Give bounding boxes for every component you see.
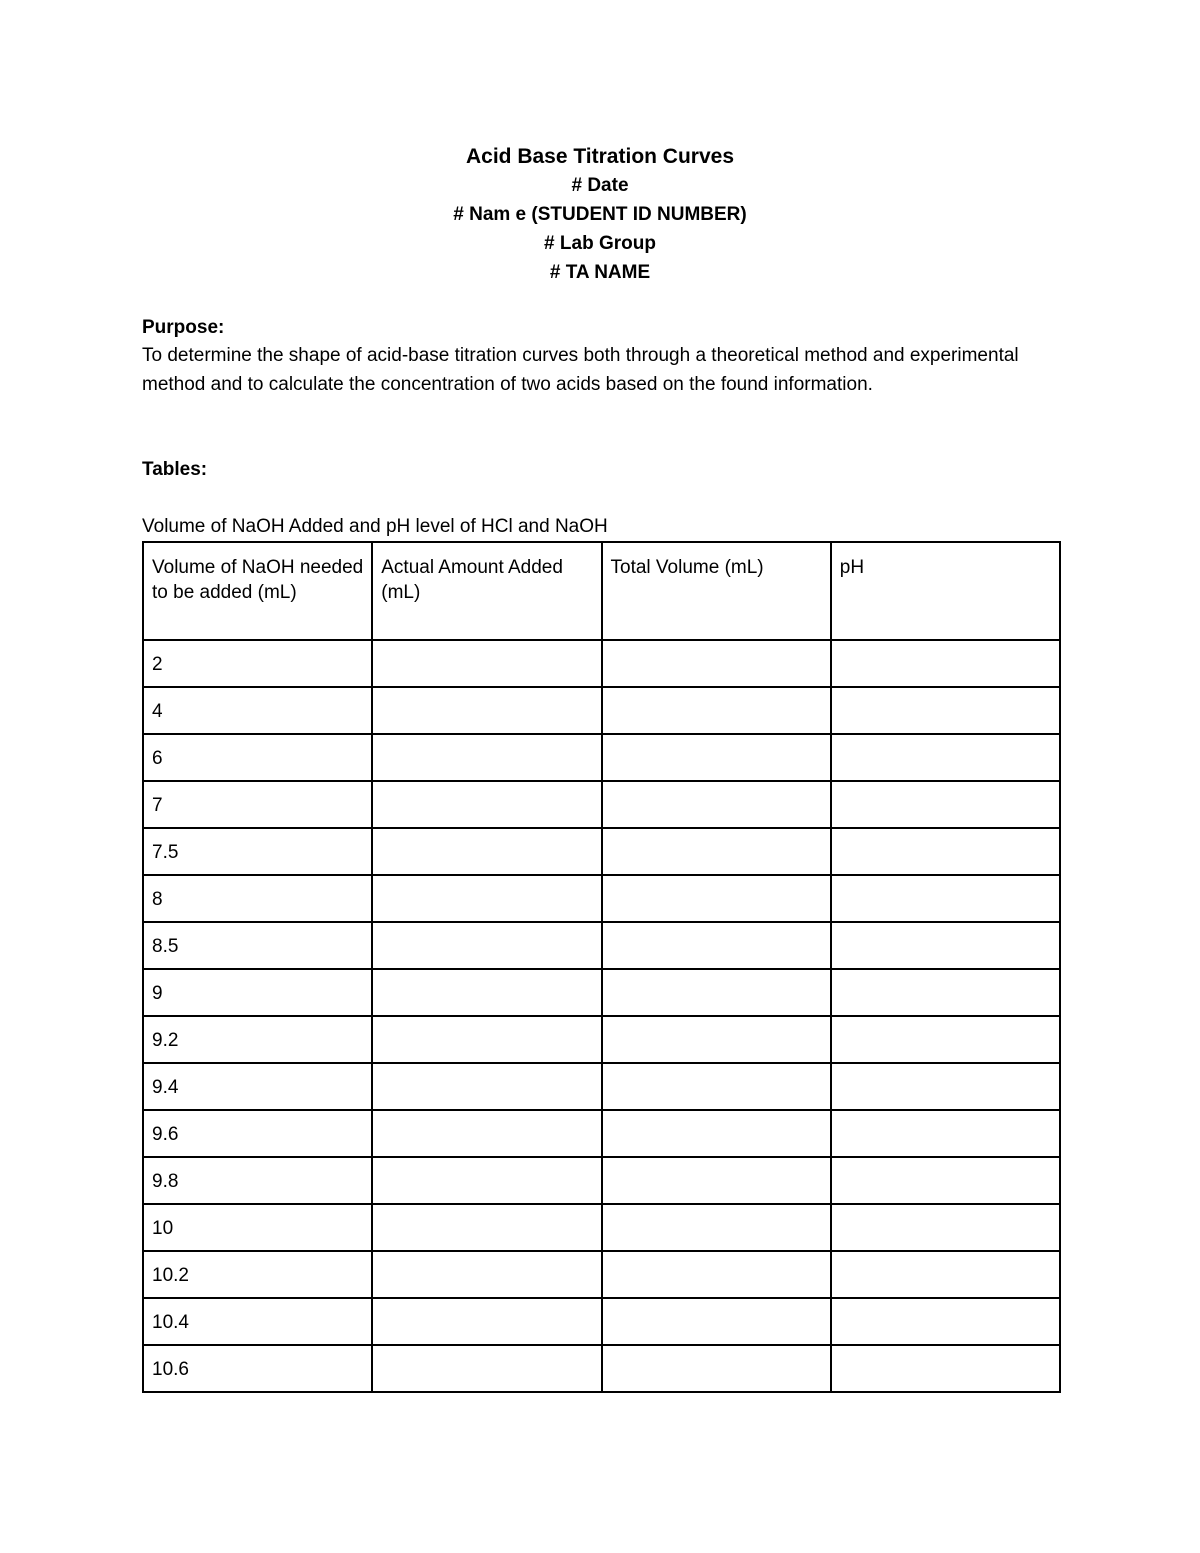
column-header-total-volume: Total Volume (mL)	[602, 542, 831, 640]
total-volume-cell[interactable]	[602, 828, 831, 875]
volume-needed-cell: 8	[143, 875, 372, 922]
ph-cell[interactable]	[831, 1251, 1060, 1298]
volume-needed-cell: 6	[143, 734, 372, 781]
table-row	[143, 969, 1060, 1016]
column-header-actual-amount: Actual Amount Added (mL)	[372, 542, 601, 640]
column-header-ph: pH	[831, 542, 1060, 640]
table-row	[143, 875, 1060, 922]
actual-amount-cell[interactable]	[372, 1204, 601, 1251]
actual-amount-cell[interactable]	[372, 875, 601, 922]
ph-cell[interactable]	[831, 1204, 1060, 1251]
volume-needed-cell: 7.5	[143, 828, 372, 875]
table-row	[143, 1298, 1060, 1345]
total-volume-cell[interactable]	[602, 1298, 831, 1345]
table-body	[143, 640, 1060, 1392]
column-header-volume-needed: Volume of NaOH needed to be added (mL)	[143, 542, 372, 640]
table-row	[143, 1110, 1060, 1157]
table-row	[143, 828, 1060, 875]
table-row	[143, 1063, 1060, 1110]
ta-name-line: # TA NAME	[549, 262, 651, 283]
ph-cell[interactable]	[831, 828, 1060, 875]
purpose-heading: Purpose:	[142, 317, 225, 338]
total-volume-cell[interactable]	[602, 640, 831, 687]
actual-amount-cell[interactable]	[372, 969, 601, 1016]
table-row	[143, 1204, 1060, 1251]
actual-amount-cell[interactable]	[372, 922, 601, 969]
document-header	[0, 142, 1200, 287]
actual-amount-cell[interactable]	[372, 734, 601, 781]
ph-cell[interactable]	[831, 1345, 1060, 1392]
total-volume-cell[interactable]	[602, 687, 831, 734]
total-volume-cell[interactable]	[602, 1110, 831, 1157]
ph-cell[interactable]	[831, 1016, 1060, 1063]
purpose-text: To determine the shape of acid-base titration curves both through a theoretical method and experimental method and to calculate the concentration of two acids based on the found information.	[142, 345, 1019, 395]
volume-needed-cell: 7	[143, 781, 372, 828]
lab-group-line: # Lab Group	[544, 233, 656, 254]
ph-cell[interactable]	[831, 640, 1060, 687]
table-caption: Volume of NaOH Added and pH level of HCl and NaOH	[142, 516, 608, 537]
tables-heading: Tables:	[142, 459, 208, 480]
ph-cell[interactable]	[831, 875, 1060, 922]
document-title: Acid Base Titration Curves	[465, 145, 735, 168]
total-volume-cell[interactable]	[602, 1204, 831, 1251]
total-volume-cell[interactable]	[602, 734, 831, 781]
date-line: # Date	[571, 175, 629, 196]
actual-amount-cell[interactable]	[372, 1063, 601, 1110]
total-volume-cell[interactable]	[602, 875, 831, 922]
ph-cell[interactable]	[831, 1157, 1060, 1204]
volume-needed-cell: 9.6	[143, 1110, 372, 1157]
ph-cell[interactable]	[831, 1298, 1060, 1345]
table-row	[143, 640, 1060, 687]
total-volume-cell[interactable]	[602, 781, 831, 828]
ph-cell[interactable]	[831, 969, 1060, 1016]
table-row	[143, 1251, 1060, 1298]
total-volume-cell[interactable]	[602, 922, 831, 969]
total-volume-cell[interactable]	[602, 1063, 831, 1110]
total-volume-cell[interactable]	[602, 1345, 831, 1392]
actual-amount-cell[interactable]	[372, 1110, 601, 1157]
volume-needed-cell: 10.4	[143, 1298, 372, 1345]
volume-needed-cell: 2	[143, 640, 372, 687]
volume-needed-cell: 10.6	[143, 1345, 372, 1392]
actual-amount-cell[interactable]	[372, 781, 601, 828]
actual-amount-cell[interactable]	[372, 828, 601, 875]
volume-needed-cell: 9	[143, 969, 372, 1016]
table-row	[143, 1345, 1060, 1392]
volume-needed-cell: 10	[143, 1204, 372, 1251]
actual-amount-cell[interactable]	[372, 640, 601, 687]
table-row	[143, 1157, 1060, 1204]
table-header	[143, 542, 1060, 640]
ph-cell[interactable]	[831, 922, 1060, 969]
table-row	[143, 687, 1060, 734]
table-row	[143, 781, 1060, 828]
ph-cell[interactable]	[831, 1110, 1060, 1157]
volume-needed-cell: 8.5	[143, 922, 372, 969]
volume-needed-cell: 10.2	[143, 1251, 372, 1298]
volume-needed-cell: 9.8	[143, 1157, 372, 1204]
ph-cell[interactable]	[831, 687, 1060, 734]
table-row	[143, 734, 1060, 781]
actual-amount-cell[interactable]	[372, 1157, 601, 1204]
table-header-row	[143, 542, 1060, 640]
ph-cell[interactable]	[831, 781, 1060, 828]
name-line: # Nam e (STUDENT ID NUMBER)	[453, 204, 747, 225]
actual-amount-cell[interactable]	[372, 1345, 601, 1392]
actual-amount-cell[interactable]	[372, 1298, 601, 1345]
actual-amount-cell[interactable]	[372, 687, 601, 734]
titration-data-table	[142, 541, 1061, 1393]
total-volume-cell[interactable]	[602, 969, 831, 1016]
volume-needed-cell: 4	[143, 687, 372, 734]
table-row	[143, 922, 1060, 969]
ph-cell[interactable]	[831, 734, 1060, 781]
total-volume-cell[interactable]	[602, 1157, 831, 1204]
volume-needed-cell: 9.2	[143, 1016, 372, 1063]
total-volume-cell[interactable]	[602, 1251, 831, 1298]
total-volume-cell[interactable]	[602, 1016, 831, 1063]
volume-needed-cell: 9.4	[143, 1063, 372, 1110]
actual-amount-cell[interactable]	[372, 1016, 601, 1063]
actual-amount-cell[interactable]	[372, 1251, 601, 1298]
ph-cell[interactable]	[831, 1063, 1060, 1110]
table-row	[143, 1016, 1060, 1063]
